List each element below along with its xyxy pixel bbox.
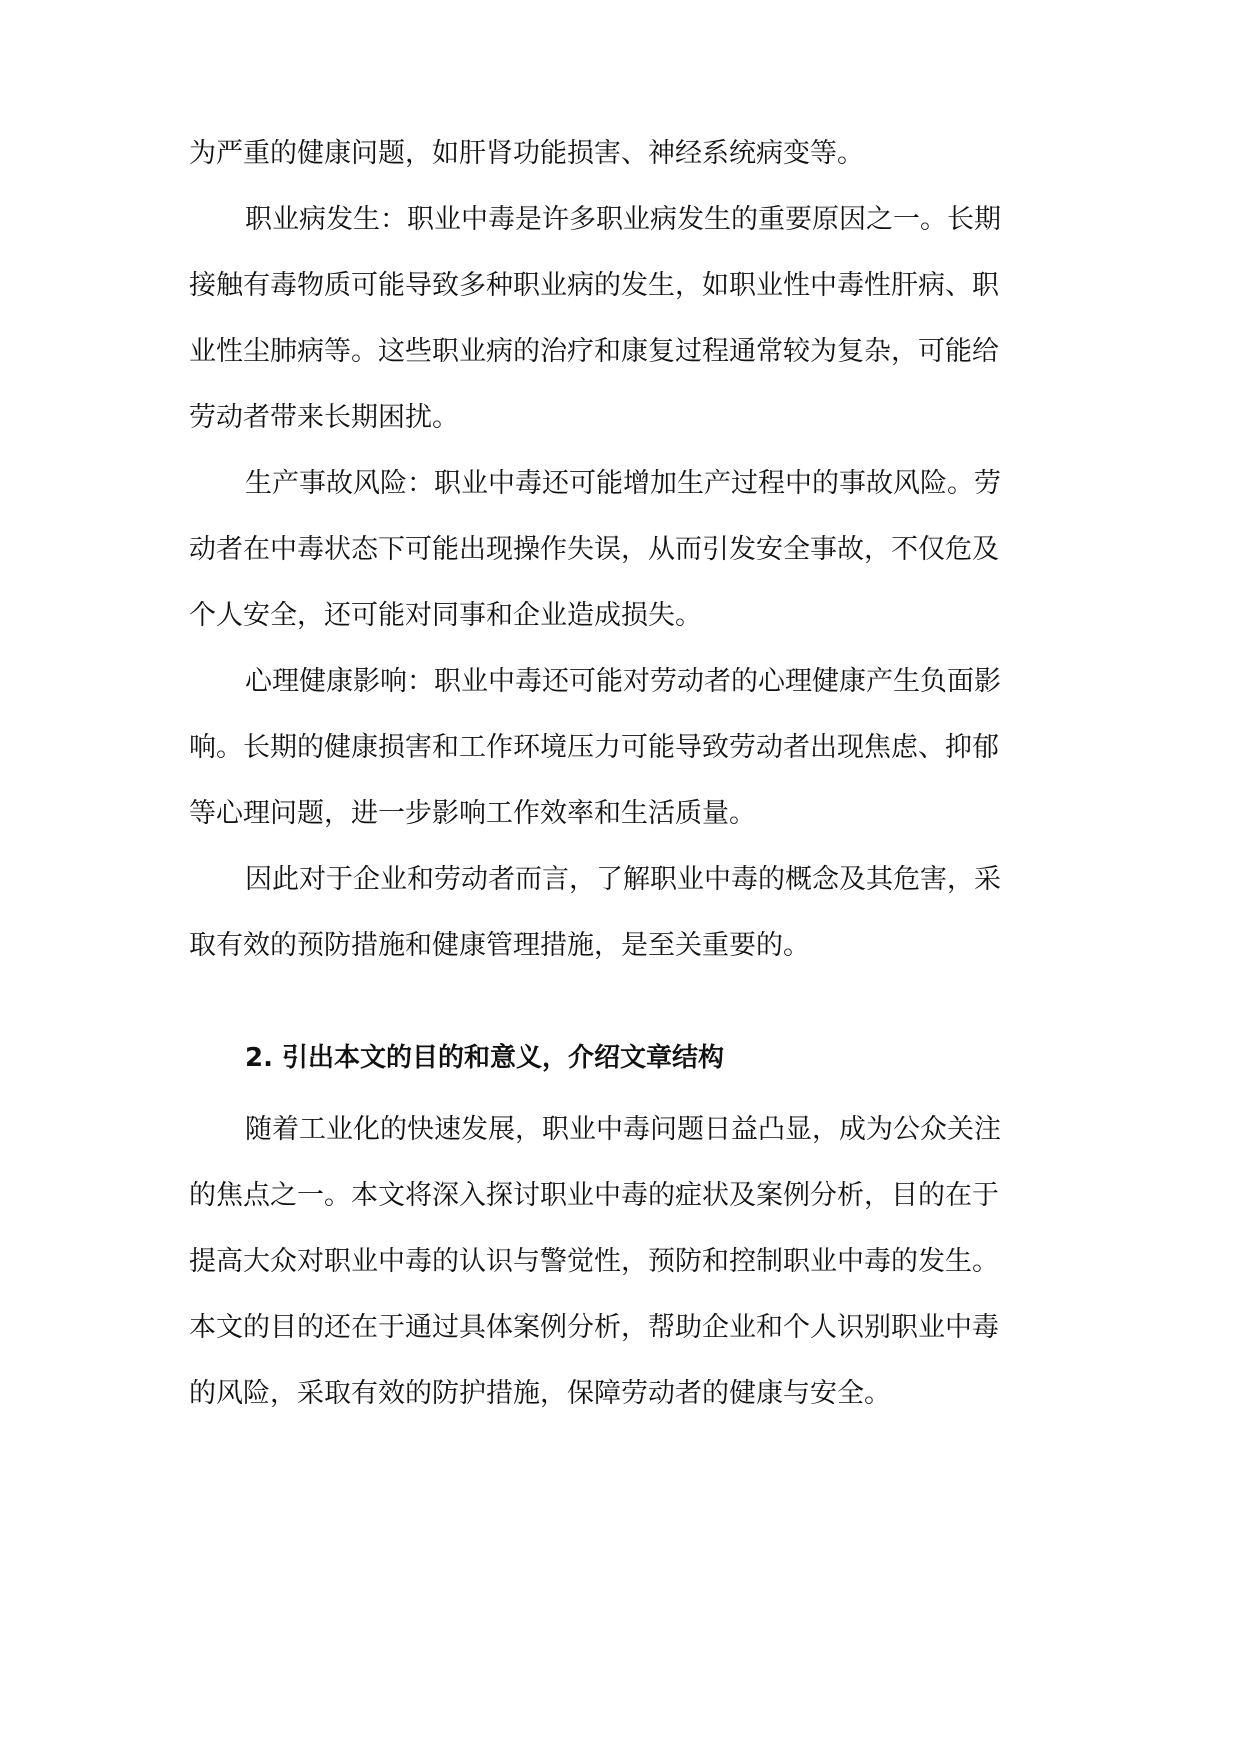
paragraph-conclusion-line-1: 因此对于企业和劳动者而言，了解职业中毒的概念及其危害，采 <box>245 864 1001 895</box>
paragraph-conclusion-line-2: 取有效的预防措施和健康管理措施，是至关重要的。 <box>189 930 810 961</box>
paragraph-occupational-disease-line-1: 职业病发生：职业中毒是许多职业病发生的重要原因之一。长期 <box>245 204 1001 235</box>
paragraph-accident-risk-line-3: 个人安全，还可能对同事和企业造成损失。 <box>189 600 702 631</box>
paragraph-mental-health-line-2: 响。长期的健康损害和工作环境压力可能导致劳动者出现焦虑、抑郁 <box>189 732 999 763</box>
paragraph-accident-risk-line-2: 动者在中毒状态下可能出现操作失误，从而引发安全事故，不仅危及 <box>189 534 999 565</box>
section-paragraph-line-1: 随着工业化的快速发展，职业中毒问题日益凸显，成为公众关注 <box>245 1114 1001 1145</box>
section-paragraph-line-3: 提高大众对职业中毒的认识与警觉性，预防和控制职业中毒的发生。 <box>189 1246 999 1277</box>
section-heading: 2. 引出本文的目的和意义，介绍文章结构 <box>245 1043 725 1073</box>
section-paragraph-line-5: 的风险，采取有效的防护措施，保障劳动者的健康与安全。 <box>189 1378 891 1409</box>
section-paragraph-line-4: 本文的目的还在于通过具体案例分析，帮助企业和个人识别职业中毒 <box>189 1312 999 1343</box>
section-paragraph-line-2: 的焦点之一。本文将深入探讨职业中毒的症状及案例分析，目的在于 <box>189 1180 999 1211</box>
paragraph-accident-risk-line-1: 生产事故风险：职业中毒还可能增加生产过程中的事故风险。劳 <box>245 468 1001 499</box>
paragraph-occupational-disease-line-3: 业性尘肺病等。这些职业病的治疗和康复过程通常较为复杂，可能给 <box>189 336 999 367</box>
paragraph-occupational-disease-line-2: 接触有毒物质可能导致多种职业病的发生，如职业性中毒性肝病、职 <box>189 270 999 301</box>
paragraph-mental-health-line-1: 心理健康影响：职业中毒还可能对劳动者的心理健康产生负面影 <box>245 666 1001 697</box>
paragraph-mental-health-line-3: 等心理问题，进一步影响工作效率和生活质量。 <box>189 798 756 829</box>
paragraph-occupational-disease-line-4: 劳动者带来长期困扰。 <box>189 402 459 433</box>
paragraph-continuation-line: 为严重的健康问题，如肝肾功能损害、神经系统病变等。 <box>189 138 864 169</box>
